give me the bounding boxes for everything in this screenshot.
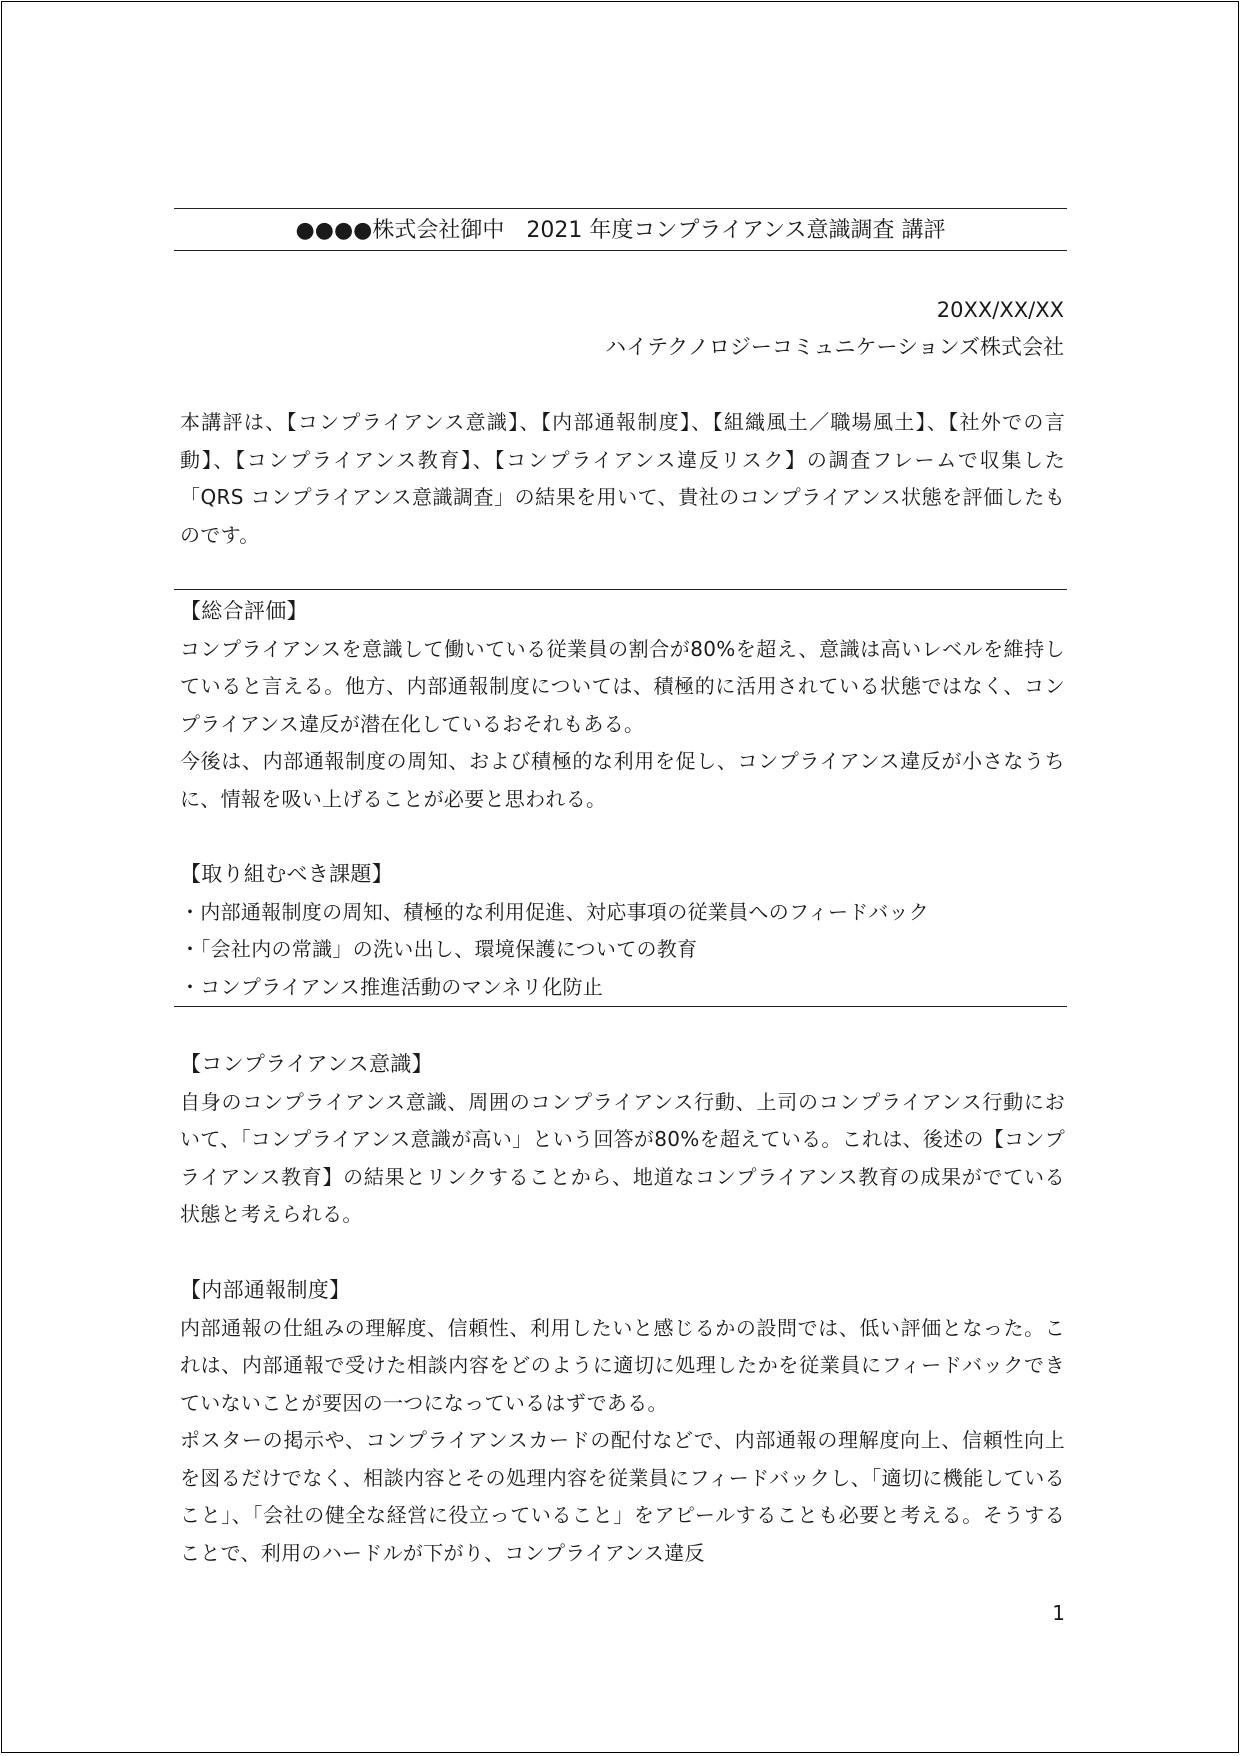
document-title: ●●●●株式会社御中 2021 年度コンプライアンス意識調査 講評 — [295, 218, 946, 243]
overall-paragraph: コンプライアンスを意識して働いている従業員の割合が80%を超え、意識は高いレベルを維持していると言える。他方、内部通報制度については、積極的に活用されている状態ではなく、コンプライアンス違反が潜在化しているおそれもある。 — [180, 636, 1065, 736]
document-author: ハイテクノロジーコミュニケーションズ株式会社 — [605, 335, 1064, 359]
issues-bottom-rule — [174, 1006, 1067, 1007]
list-item: ・「会社内の常識」の洗い出し、環境保護についての教育 — [180, 937, 698, 961]
page-number: 1 — [1052, 1601, 1065, 1625]
overall-section — [180, 593, 1065, 818]
awareness-heading: 【コンプライアンス意識】 — [180, 1052, 433, 1076]
whistleblowing-paragraph: ポスターの掲示や、コンプライアンスカードの配付などで、内部通報の理解度向上、信頼性向上を図るだけでなく、相談内容とその処理内容を従業員にフィードバックし、「適切に機能していること」、「会社の健全な経営に役立っていること」をアピールすることも必要と考える。そうすることで、利用のハードルが下がり、コンプライアンス違反 — [180, 1428, 1065, 1565]
overall-top-rule — [174, 589, 1067, 590]
whistleblowing-section — [180, 1272, 1065, 1572]
list-item: ・コンプライアンス推進活動のマンネリ化防止 — [180, 974, 604, 999]
intro-section — [180, 404, 1065, 554]
awareness-paragraph: 自身のコンプライアンス意識、周囲のコンプライアンス行動、上司のコンプライアンス行動において、「コンプライアンス意識が高い」という回答が80%を超えている。これは、後述の【コンプライアンス教育】の結果とリンクすることから、地道なコンプライアンス教育の成果がでている状態と考えられる。 — [180, 1089, 1065, 1226]
awareness-section — [180, 1046, 1065, 1234]
overall-paragraph: 今後は、内部通報制度の周知、および積極的な利用を促し、コンプライアンス違反が小さなうちに、情報を吸い上げることが必要と思われる。 — [180, 749, 1065, 811]
intro-paragraph: 本講評は、【コンプライアンス意識】、【内部通報制度】、【組織風土／職場風土】、【社外での言動】、【コンプライアンス教育】、【コンプライアンス違反リスク】の調査フレームで収集した「QRS コンプライアンス意識調査」の結果を用いて、貴社のコンプライアンス状態を評価したものです。 — [180, 410, 1065, 547]
title-bottom-rule — [174, 250, 1067, 251]
issues-list — [180, 894, 1065, 1007]
issues-heading: 【取り組むべき課題】 — [180, 862, 393, 886]
title-top-rule — [174, 208, 1067, 209]
whistleblowing-heading: 【内部通報制度】 — [180, 1278, 351, 1302]
overall-heading: 【総合評価】 — [180, 599, 308, 623]
issues-section — [180, 856, 1065, 1006]
list-item: ・内部通報制度の周知、積極的な利用促進、対応事項の従業員へのフィードバック — [180, 899, 930, 924]
whistleblowing-paragraph: 内部通報の仕組みの理解度、信頼性、利用したいと感じるかの設問では、低い評価となった。これは、内部通報で受けた相談内容をどのように適切に処理したかを従業員にフィードバックできていないことが要因の一つになっているはずである。 — [180, 1315, 1065, 1415]
document-date: 20XX/XX/XX — [936, 298, 1064, 322]
